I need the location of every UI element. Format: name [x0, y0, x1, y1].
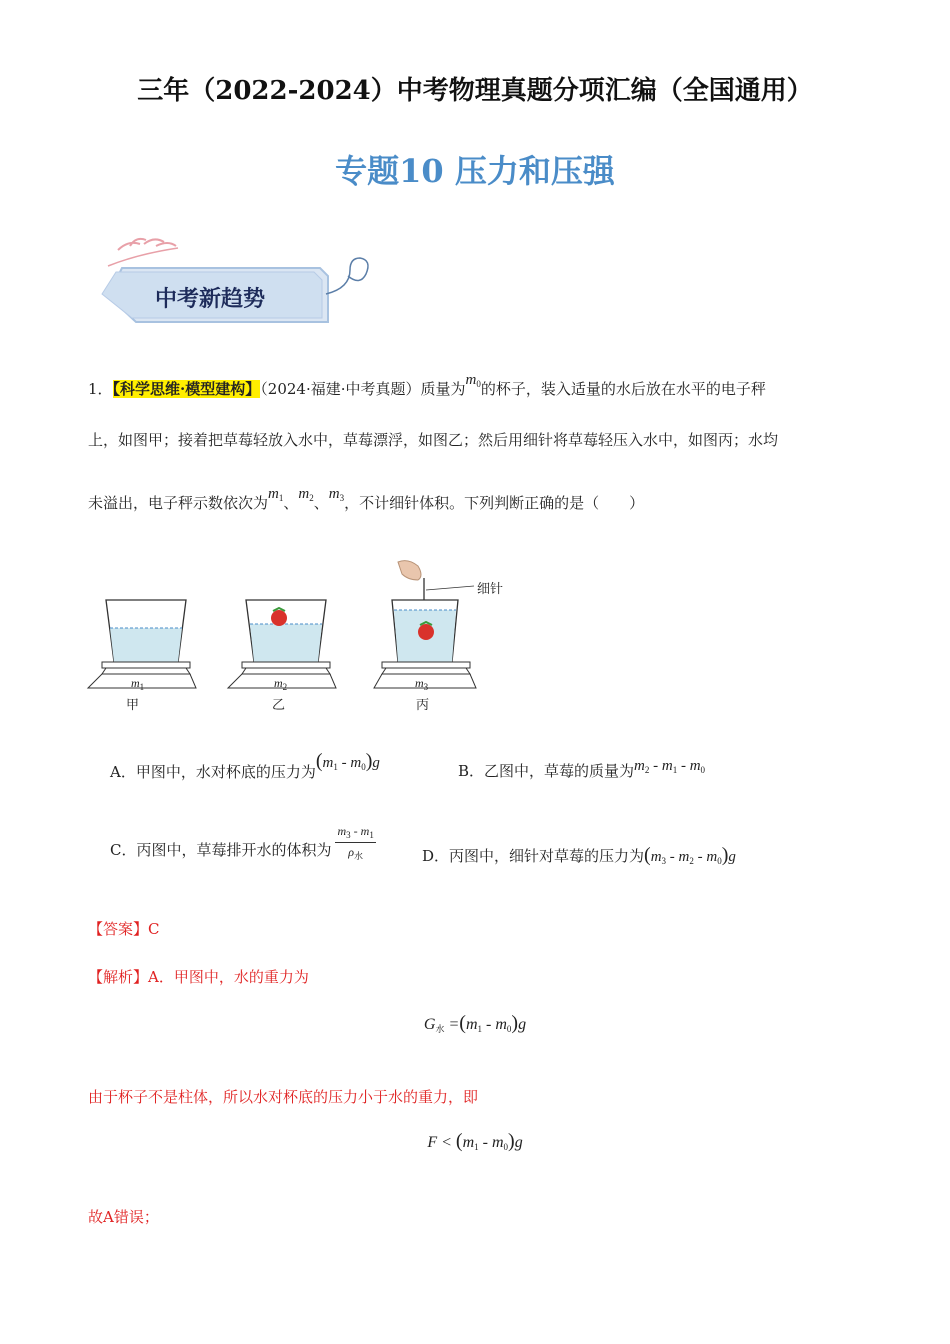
document-title: 三年（2022-2024）中考物理真题分项汇编（全国通用）	[137, 76, 813, 106]
option-c-text: C．丙图中，草莓排开水的体积为	[110, 841, 332, 859]
option-b-formula: $m_2 - m_1 - m_0$	[634, 758, 706, 775]
option-b[interactable]	[458, 760, 705, 781]
option-d-text: D．丙图中，细针对草莓的压力为	[422, 847, 645, 865]
analysis-explain: 由于杯子不是柱体，所以水对杯底的压力小于水的重力，即	[88, 1088, 479, 1106]
analysis-line	[88, 966, 309, 987]
question-line3-b: ，不计细针体积。下列判断正确的是（ ）	[344, 494, 645, 512]
option-d-formula: $(m_3 - m_2 - m_0)g$	[644, 844, 736, 866]
question-tag: 【科学思维·模型建构】	[112, 380, 261, 398]
figure-label-jia: 甲	[126, 698, 140, 713]
figure-label-bing: 丙	[416, 698, 430, 713]
setup-yi	[228, 600, 336, 688]
needle-label: 细针	[477, 582, 504, 597]
figure-label-yi: 乙	[272, 698, 286, 713]
scale-label-3: $m_3$	[415, 676, 429, 692]
question-source: （2024·福建·中考真题）质量为	[260, 380, 466, 398]
question-line-3	[88, 486, 645, 513]
setup-bing	[374, 561, 476, 688]
formula-pressure: $F < (m_1 - m_0)g$	[427, 1130, 523, 1152]
analysis-text: A．甲图中，水的重力为	[148, 968, 309, 986]
analysis-conclusion: 故A错误；	[88, 1208, 159, 1226]
option-a[interactable]	[110, 750, 380, 783]
separator: 、	[313, 494, 329, 512]
var-m0: $m_0$	[465, 372, 481, 389]
option-d[interactable]	[422, 844, 736, 867]
formula-gravity: $G_水 =(m_1 - m_0)g$	[423, 1012, 527, 1034]
topic-title: 专题10 压力和压强	[335, 152, 615, 190]
var-m3: $m_3$	[328, 486, 345, 503]
option-a-formula: $(m_1 - m_0)g$	[315, 750, 380, 772]
scale-label-1: $m_1$	[131, 676, 145, 692]
setup-jia	[88, 600, 196, 688]
hand-icon	[398, 561, 421, 580]
question-number: 1．	[88, 380, 113, 398]
experiment-figure	[86, 556, 506, 716]
option-b-text: B．乙图中，草莓的质量为	[458, 762, 635, 780]
strawberry-icon	[418, 624, 434, 640]
banner-label: 中考新趋势	[155, 287, 266, 312]
option-c[interactable]	[110, 824, 380, 870]
option-a-text: A．甲图中，水对杯底的压力为	[110, 763, 316, 781]
var-m2: $m_2$	[298, 486, 314, 503]
analysis-label: 【解析】	[88, 968, 149, 986]
var-m1: $m_1$	[268, 486, 284, 503]
option-c-formula: $\frac{m_3 - m_1}{\rho_水}$	[337, 824, 374, 861]
answer-label: 【答案】C	[88, 920, 160, 938]
separator: 、	[283, 494, 299, 512]
question-line1-rest: 的杯子，装入适量的水后放在水平的电子秤	[480, 380, 766, 398]
strawberry-icon	[271, 610, 287, 626]
question-line-1	[88, 372, 766, 399]
question-line3-a: 未溢出，电子秤示数依次为	[88, 494, 269, 512]
scale-label-2: $m_2$	[274, 676, 288, 692]
question-line-2: 上，如图甲；接着把草莓轻放入水中，草莓漂浮，如图乙；然后用细针将草莓轻压入水中，如图丙；水均	[88, 431, 779, 449]
